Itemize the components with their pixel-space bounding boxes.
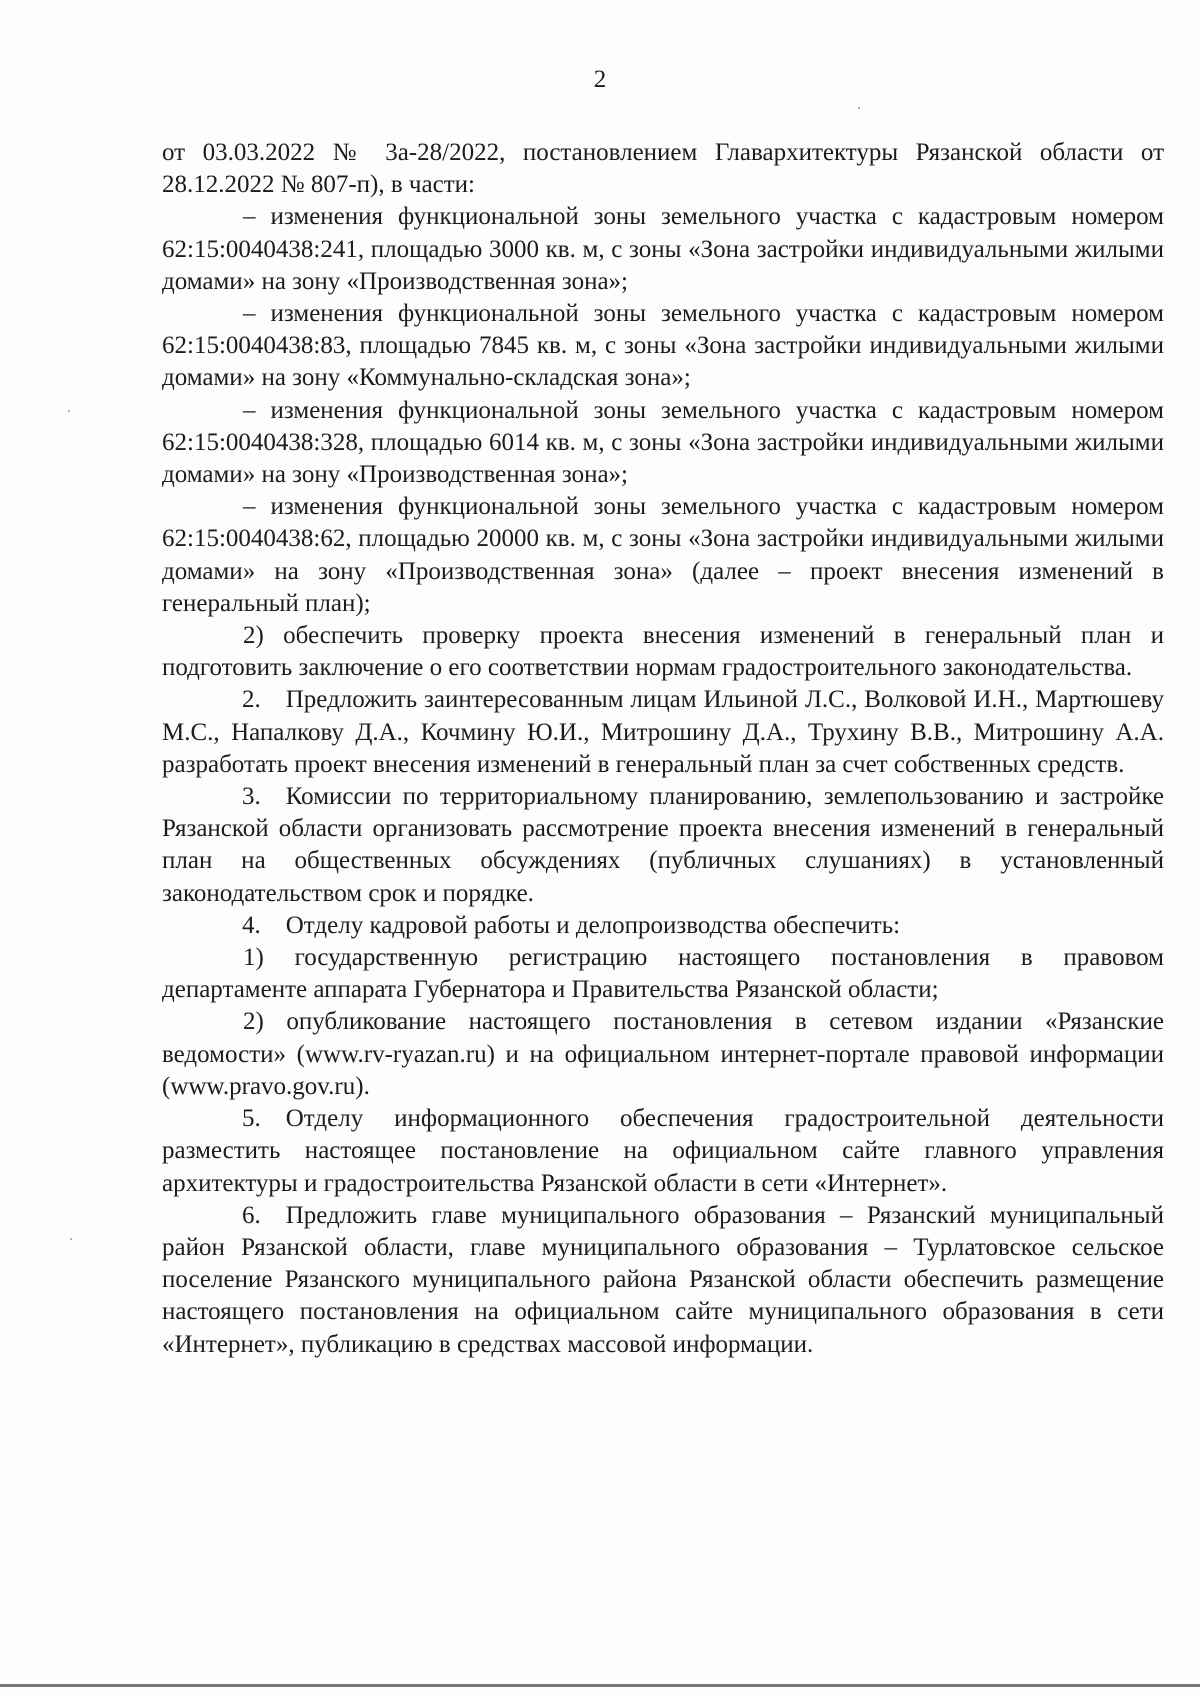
paragraph-change-item-2: – изменения функциональной зоны земельного участка с кадастровым номером 62:15:0040438:83, площадью 7845 кв. м, с зоны «Зона застройки индивидуальными жилыми домами» на зону «Коммунально-складская зона»; — [162, 300, 1164, 392]
paragraph-item-4-subitem-2: 2) опубликование настоящего постановления в сетевом издании «Рязанские ведомости» (www.rv-ryazan.ru) и на официальном интернет-портале правовой информации (www.pravo.gov.ru). — [162, 1008, 1164, 1100]
paragraph-item-4: 4. Отделу кадровой работы и делопроизводства обеспечить: — [242, 911, 901, 939]
paragraph-item-6: 6. Предложить главе муниципального образования – Рязанский муниципальный район Рязанской области, главе муниципального образования – Турлатовское сельское поселение Рязанского муниципального района Рязанской области обеспечить размещение настоящего постановления на официальном сайте муниципального образования в сети «Интернет», публикацию в средствах массовой информации. — [162, 1201, 1164, 1358]
document-body — [162, 137, 1164, 1361]
paragraph-change-item-3: – изменения функциональной зоны земельного участка с кадастровым номером 62:15:0040438:328, площадью 6014 кв. м, с зоны «Зона застройки индивидуальными жилыми домами» на зону «Производственная зона»; — [162, 396, 1164, 489]
paragraph-item-5: 5. Отделу информационного обеспечения градостроительной деятельности разместить настоящее постановление на официальном сайте главного управления архитектуры и градостроительства Рязанской области в сети «Интернет». — [162, 1105, 1164, 1197]
page-number: 2 — [593, 66, 607, 93]
paragraph-continuation: от 03.03.2022 № 3а-28/2022, постановлением Главархитектуры Рязанской области от 28.12.2022 № 807-п), в части: — [162, 139, 1164, 199]
scan-speck — [70, 1238, 72, 1240]
scan-bottom-edge — [0, 1684, 1200, 1687]
scan-speck — [68, 410, 70, 412]
paragraph-change-item-4: – изменения функциональной зоны земельного участка с кадастровым номером 62:15:0040438:62, площадью 20000 кв. м, с зоны «Зона застройки индивидуальными жилыми домами» на зону «Производственная зона» (далее – проект внесения изменений в генеральный план); — [162, 493, 1164, 617]
paragraph-item-3: 3. Комиссии по территориальному планированию, землепользованию и застройке Рязанской области организовать рассмотрение проекта внесения изменений в генеральный план на общественных обсуждениях (публичных слушаниях) в установленный законодательством срок и порядке. — [162, 783, 1164, 907]
paragraph-change-item-1: – изменения функциональной зоны земельного участка с кадастровым номером 62:15:0040438:241, площадью 3000 кв. м, с зоны «Зона застройки индивидуальными жилыми домами» на зону «Производственная зона»; — [162, 203, 1164, 295]
paragraph-item-4-subitem-1: 1) государственную регистрацию настоящего постановления в правовом департаменте аппарата Губернатора и Правительства Рязанской области; — [162, 944, 1164, 1004]
paragraph-item-2: 2. Предложить заинтересованным лицам Ильиной Л.С., Волковой И.Н., Мартюшеву М.С., Напалкову Д.А., Кочмину Ю.И., Митрошину Д.А., Трухину В.В., Митрошину А.А. разработать проект внесения изменений в генеральный план за счет собственных средств. — [162, 686, 1164, 778]
scan-speck — [858, 107, 860, 109]
paragraph-subitem-2: 2) обеспечить проверку проекта внесения изменений в генеральный план и подготовить заключение о его соответствии нормам градостроительного законодательства. — [162, 622, 1164, 682]
